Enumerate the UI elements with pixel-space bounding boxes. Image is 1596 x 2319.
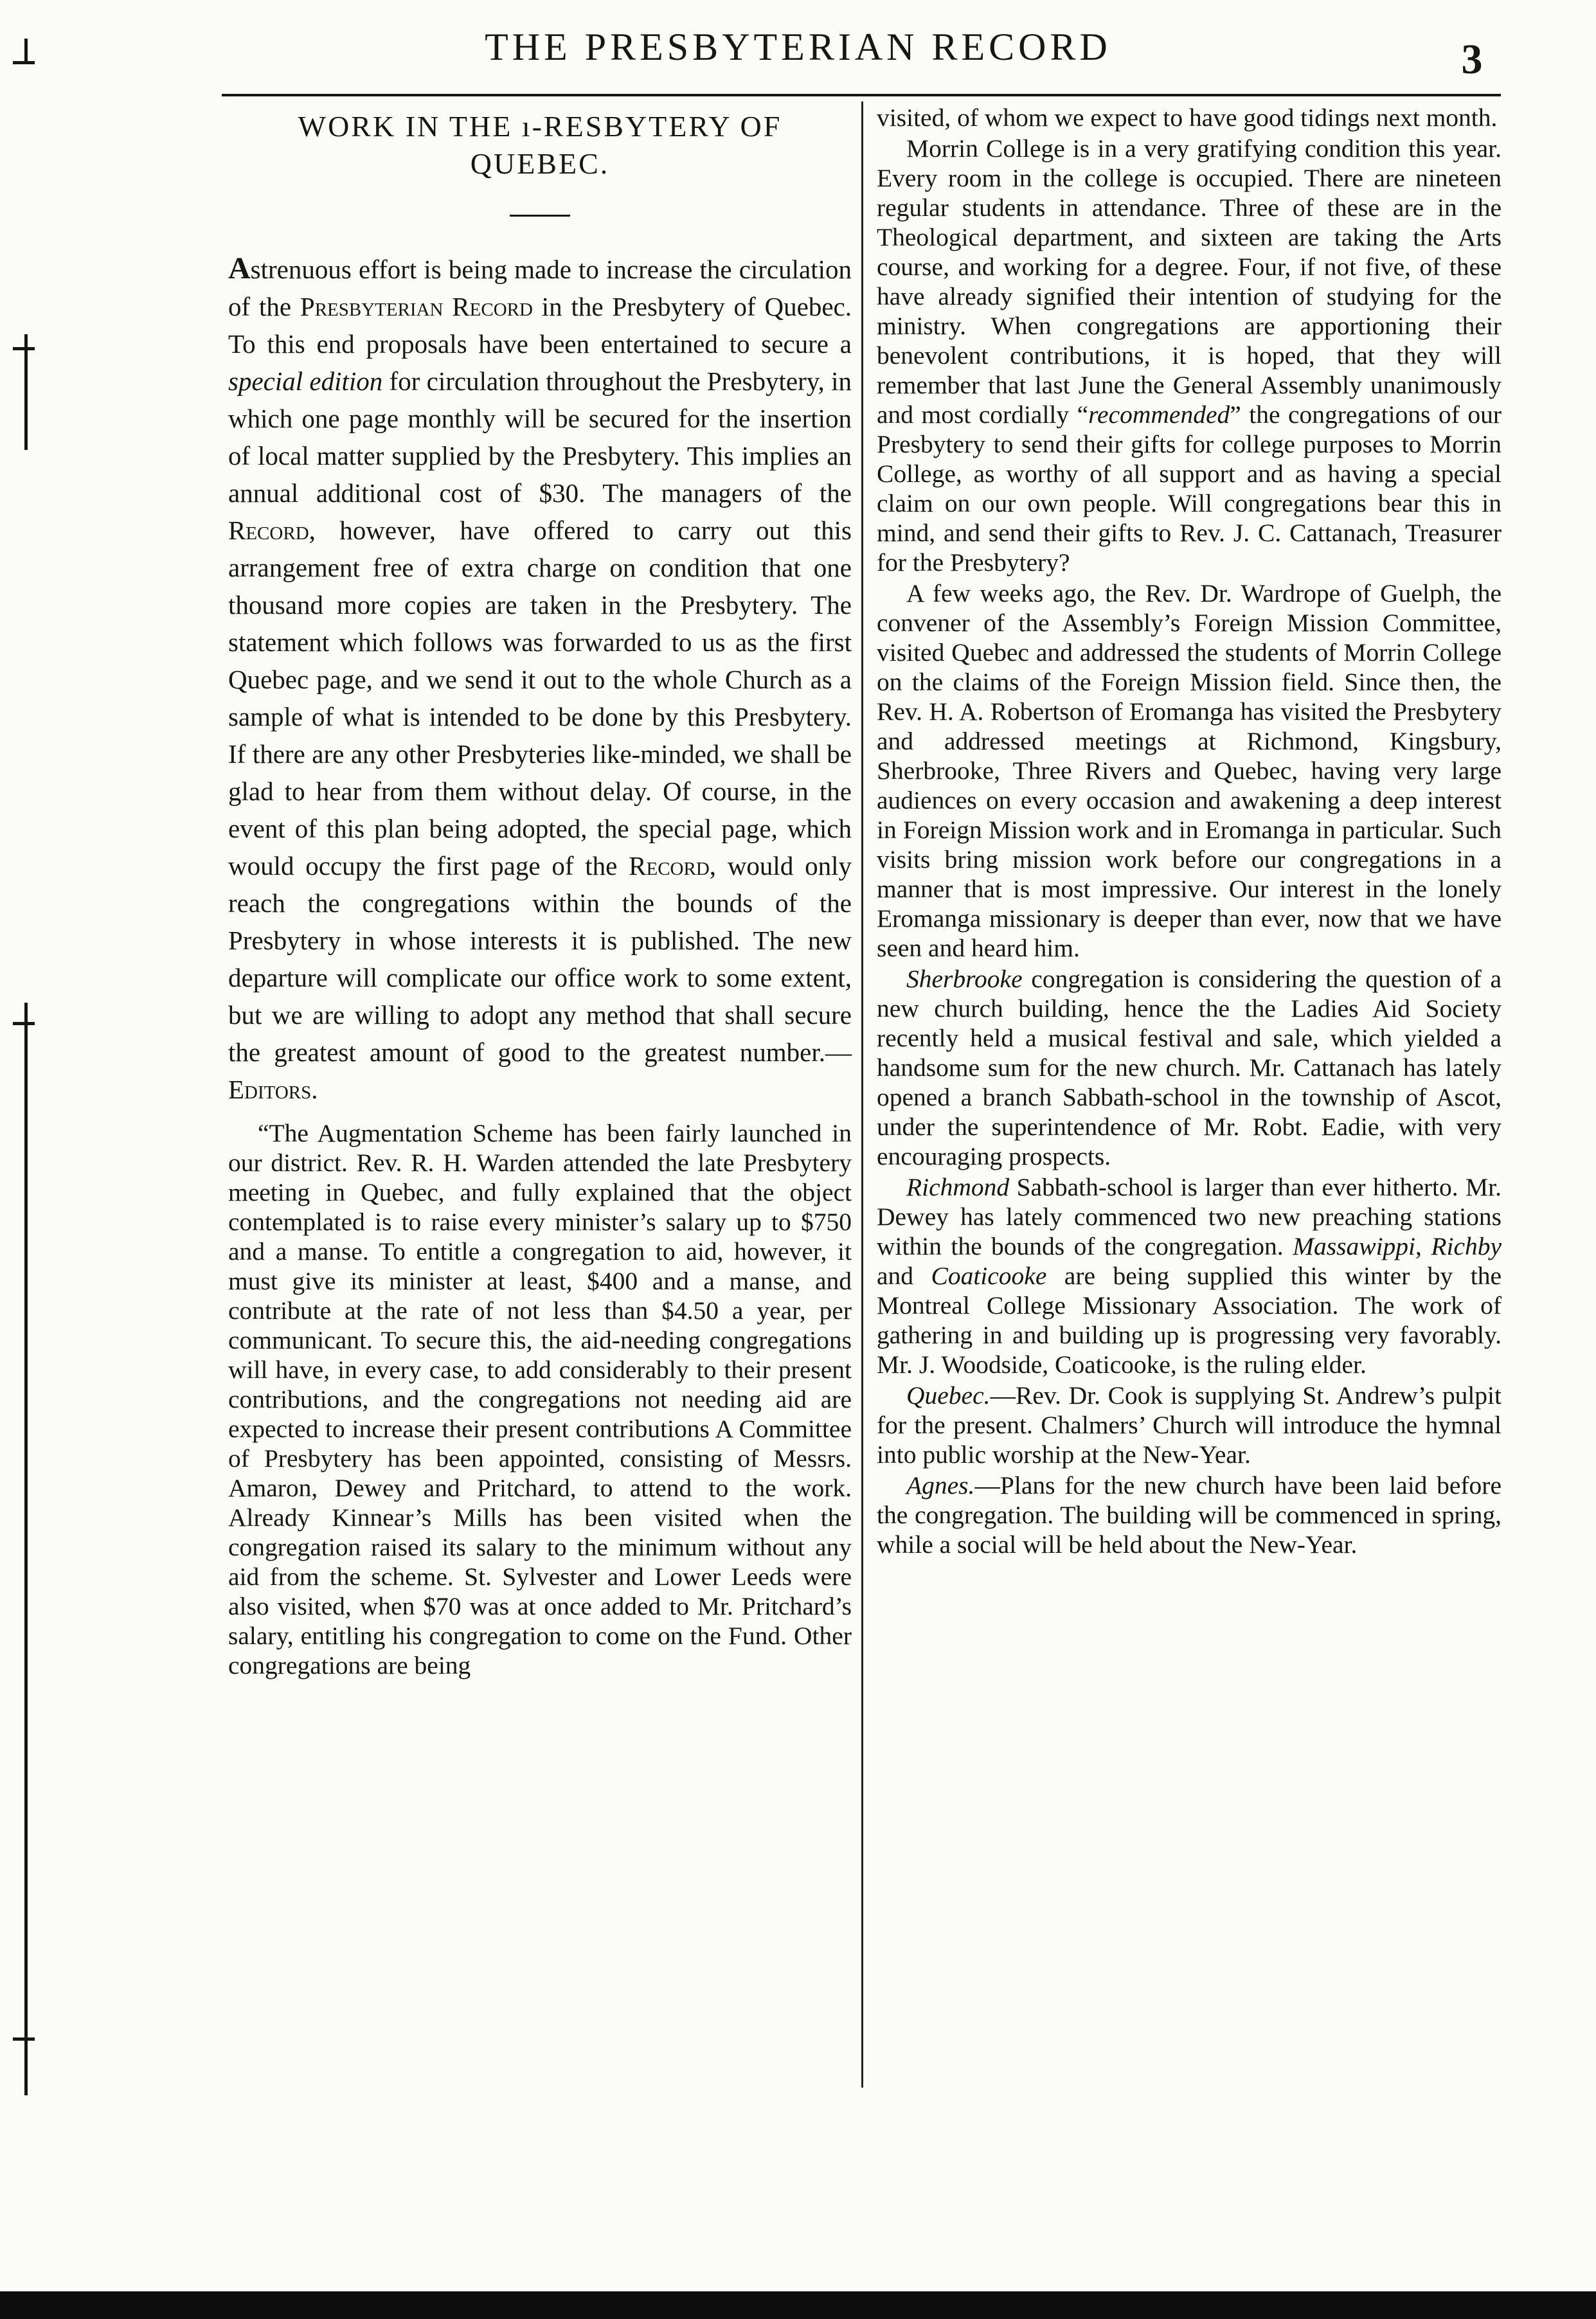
editors-note xyxy=(228,250,852,1108)
continued-paragraph: visited, of whom we expect to have good tidings next month. xyxy=(877,103,1498,132)
header-rule xyxy=(222,94,1501,96)
augmentation-paragraph: “The Augmentation Scheme has been fairly launched in our district. Rev. R. H. Warden attended the late Presbytery meeting in Quebec, and fully explained that the object contemplated is to raise every minister’s salary up to $750 and a manse. To entitle a congregation to aid, however, it must give its minister at least, $400 and a manse, and contribute at the rate of not less than $4.50 a year, per communicant. To secure this, the aid-needing congregations will have, in every case, to add considerably to their present contributions, and the congregations not needing aid are expected to increase their present contributions A Committee of Presbytery has been appointed, consisting of Messrs. Amaron, Dewey and Pritchard, to attend to the work. Already Kinnear’s Mills has been visited when the congregation raised its salary to the minimum without any aid from the scheme. St. Sylvester and Lower Leeds were also visited, when $70 was at once added to Mr. Pritchard’s salary, entitling his congregation to come on the Fund. Other congregations are being xyxy=(228,1119,852,1679)
place-name: Massawippi xyxy=(1293,1232,1416,1260)
binding-mark xyxy=(13,347,35,350)
morrin-college-paragraph: Morrin College is in a very gratifying condition this year. Every room in the college is occupied. There are nineteen regular students in attendance. Three of these are in the Theological department, and sixteen are taking the Arts course, and working for a degree. Four, if not five, of these have already signified their intention of studying for the ministry. When congregations are apportioning their benevolent contributions, it is hoped, that they will remember that last June the General Assembly unanimously and most cordially “recommended” the congregations of our Presbytery to send their gifts for college purposes to Morrin College, as worthy of all support and as having a special claim on our own people. Will congregations bear this in mind, and send their gifts to Rev. J. C. Cattanach, Treasurer for the Presbytery? xyxy=(877,134,1502,577)
foreign-mission-paragraph: A few weeks ago, the Rev. Dr. Wardrope of Guelph, the convener of the Assembly’s Foreign Mission Committee, visited Quebec and addressed the students of Morrin College on the claims of the Foreign Mission field. Since then, the Rev. H. A. Robertson of Eromanga has visited the Presbytery and addressed meetings at Richmond, Kingsbury, Sherbrooke, Three Rivers and Quebec, having very large audiences on every occasion and awakening a deep interest in Foreign Mission work and in Eromanga in particular. Such visits bring mission work before our congregations in a manner that is most impressive. Our interest in the lonely Eromanga missionary is deeper than ever, now that we have seen and heard him. xyxy=(877,579,1502,962)
quebec-paragraph: Quebec.—Rev. Dr. Cook is supplying St. Andrew’s pulpit for the present. Chalmers’ Church will introduce the hymnal into public worship at the New-Year. xyxy=(877,1381,1502,1469)
left-column xyxy=(228,103,852,1680)
binding-mark xyxy=(24,1003,28,2095)
article-title xyxy=(228,108,852,183)
publication-name: Record xyxy=(228,515,309,545)
binding-mark xyxy=(24,334,28,450)
publication-name: Presbyterian Record xyxy=(300,292,533,321)
place-name: Quebec. xyxy=(906,1381,991,1410)
place-name: Coaticooke xyxy=(931,1262,1047,1290)
publication-name: Record xyxy=(629,851,710,881)
running-head: THE PRESBYTERIAN RECORD xyxy=(485,26,1111,68)
richmond-paragraph: Richmond Sabbath-school is larger than ever hitherto. Mr. Dewey has lately commenced two new preaching stations within the bounds of the congregation. Massawippi, Richby and Coaticooke are being supplied this winter by the Montreal College Missionary Association. The work of gathering in and building up is progressing very favorably. Mr. J. Woodside, Coaticooke, is the ruling elder. xyxy=(877,1173,1502,1379)
presbytery-statement xyxy=(228,1118,852,1680)
sherbrooke-paragraph: Sherbrooke congregation is considering the question of a new church building, hence the the Ladies Aid Society recently held a musical festival and sale, which yielded a handsome sum for the new church. Mr. Cattanach has lately opened a branch Sabbath-school in the township of Ascot, under the superintendence of Mr. Robt. Eadie, with very encouraging prospects. xyxy=(877,965,1502,1170)
place-name: Agnes. xyxy=(906,1471,975,1500)
article-title-line-2: QUEBEC. xyxy=(470,147,610,180)
place-name: Richmond xyxy=(906,1173,1010,1201)
place-name: Sherbrooke xyxy=(906,965,1023,993)
article-title-line-1: WORK IN THE ı-RESBYTERY OF xyxy=(298,110,782,143)
binding-mark xyxy=(13,1022,35,1025)
emphasis: recommended xyxy=(1088,400,1230,429)
scan-edge xyxy=(0,2291,1596,2319)
place-name: Richby xyxy=(1431,1232,1502,1260)
editors-note-paragraph: Astrenuous effort is being made to increase the circulation of the Presbyterian Record in the Presbytery of Quebec. To this end proposals have been entertained to secure a special edition for circulation throughout the Presbytery, in which one page monthly will be secured for the insertion of local matter supplied by the Presbytery. This implies an annual additional cost of $30. The managers of the Record, however, have offered to carry out this arrangement free of extra charge on condition that one thousand more copies are taken in the Presbytery. The statement which follows was forwarded to us as the first Quebec page, and we send it out to the whole Church as a sample of what is intended to be done by this Presbytery. If there are any other Presbyteries like-minded, we shall be glad to hear from them without delay. Of course, in the event of this plan being adopted, the special page, which would occupy the first page of the Record, would only reach the congregations within the bounds of the Presbytery in whose interests it is published. The new departure will complicate our office work to some extent, but we are willing to adopt any method that shall secure the greatest amount of good to the greatest number.—Editors. xyxy=(228,251,852,1104)
editors-signature: Editors xyxy=(228,1075,312,1104)
right-column xyxy=(877,103,1502,1561)
column-divider xyxy=(861,102,863,2088)
title-rule xyxy=(510,215,570,217)
emphasis: special edition xyxy=(228,366,383,396)
agnes-paragraph: Agnes.—Plans for the new church have been laid before the congregation. The building will be commenced in spring, while a social will be held about the New-Year. xyxy=(877,1471,1502,1559)
drop-cap: A xyxy=(228,251,251,285)
page-number: 3 xyxy=(1461,36,1483,83)
binding-mark xyxy=(13,2037,35,2041)
